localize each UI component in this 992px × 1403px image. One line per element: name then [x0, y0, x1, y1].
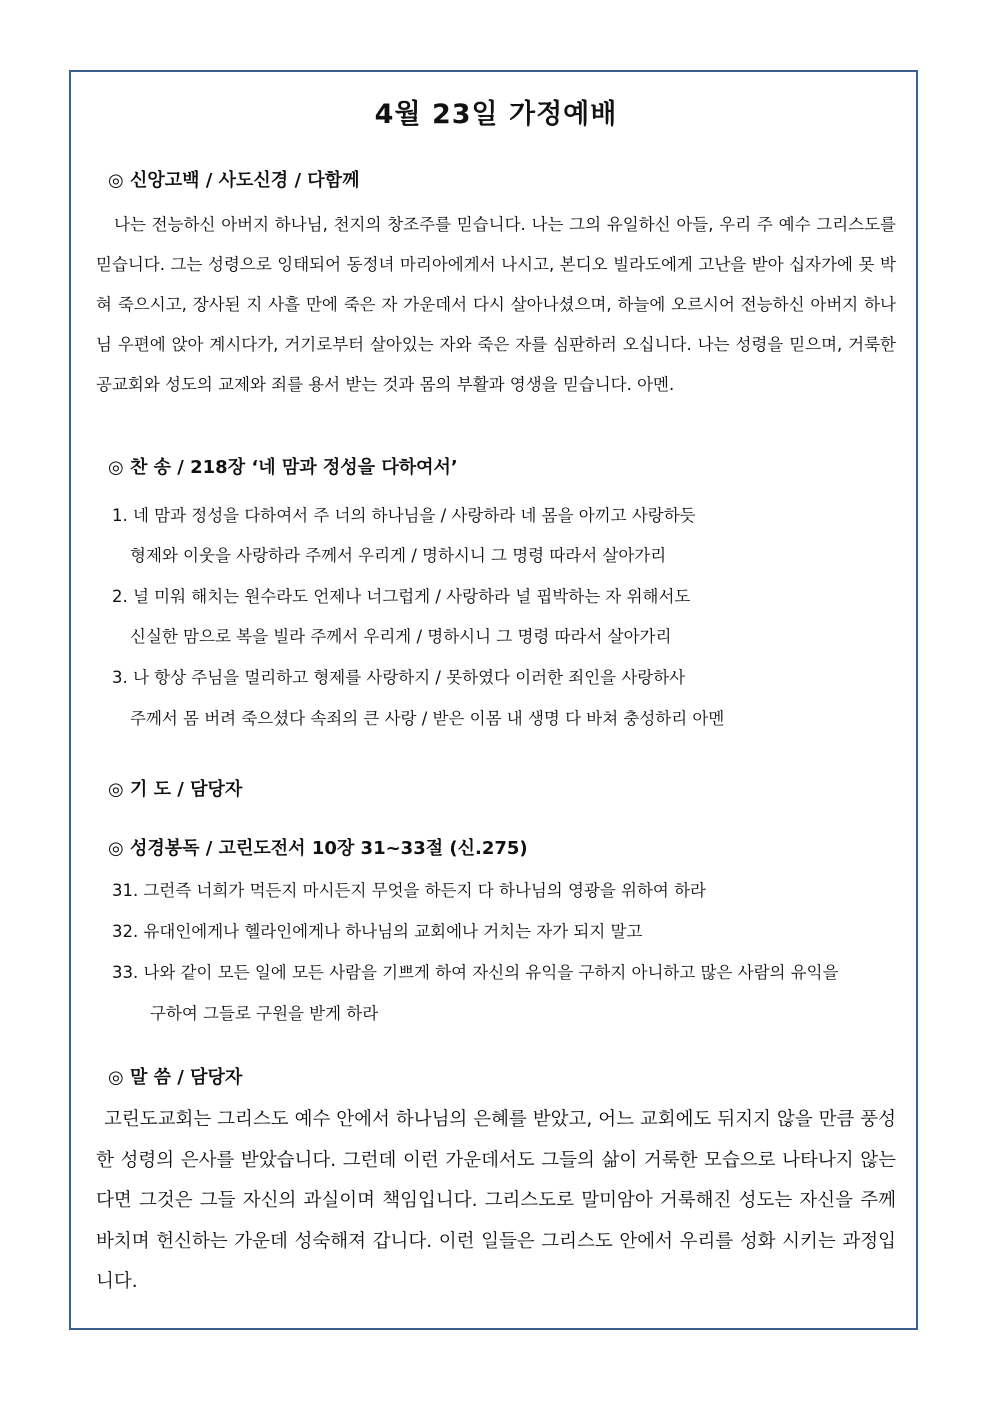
prayer-heading: ◎ 기 도 / 담당자 [108, 779, 243, 800]
hymn-line: 주께서 몸 버려 죽으셨다 속죄의 큰 사랑 / 받은 이몸 내 생명 다 바쳐 충성하리 아멘 [130, 709, 725, 728]
sermon-text: 고린도교회는 그리스도 예수 안에서 하나님의 은혜를 받았고, 어느 교회에도 뒤지지 않을 만큼 풍성한 성령의 은사를 받았습니다. 그런데 이런 가운데서도 그들의 삶이 거룩한 모습으로 나타나지 않는다면 그것은 그들 자신의 과실이며 책임입니다. 그리스도로 말미암아 거룩해진 성도는 자신을 주께 바치며 헌신하는 가운데 성숙해져 갑니다. 이런 일들은 그리스도 안에서 우리를 성화 시키는 과정입니다. [96, 1109, 896, 1292]
hymn-line: 2. 널 미워 해치는 원수라도 언제나 너그럽게 / 사랑하라 널 핍박하는 자 위해서도 [112, 587, 691, 606]
hymn-heading: ◎ 찬 송 / 218장 ‘네 맘과 정성을 다하여서’ [108, 457, 458, 478]
creed-text: 나는 전능하신 아버지 하나님, 천지의 창조주를 믿습니다. 나는 그의 유일하신 아들, 우리 주 예수 그리스도를 믿습니다. 그는 성령으로 잉태되어 동정녀 마리아에게서 나시고, 본디오 빌라도에게 고난을 받아 십자가에 못 박혀 죽으시고, 장사된 지 사흘 만에 죽은 자 가운데서 다시 살아나셨으며, 하늘에 오르시어 전능하신 아버지 하나님 우편에 앉아 계시다가, 거기로부터 살아있는 자와 죽은 자를 심판하러 오십니다. 나는 성령을 믿으며, 거룩한 공교회와 성도의 교제와 죄를 용서 받는 것과 몸의 부활과 영생을 믿습니다. 아멘. [96, 215, 896, 394]
verse-line: 31. 그런즉 너희가 먹든지 마시든지 무엇을 하든지 다 하나님의 영광을 위하여 하라 [112, 881, 706, 900]
creed-heading: ◎ 신앙고백 / 사도신경 / 다함께 [108, 170, 360, 191]
hymn-line: 1. 네 맘과 정성을 다하여서 주 너의 하나님을 / 사랑하라 네 몸을 아끼고 사랑하듯 [112, 506, 696, 525]
hymn-line: 신실한 맘으로 복을 빌라 주께서 우리게 / 명하시니 그 명령 따라서 살아가리 [130, 627, 672, 646]
reading-heading: ◎ 성경봉독 / 고린도전서 10장 31~33절 (신.275) [108, 838, 528, 859]
verse-line: 구하여 그들로 구원을 받게 하라 [150, 1004, 379, 1023]
page-title: 4월 23일 가정예배 [374, 99, 618, 130]
verse-line: 33. 나와 같이 모든 일에 모든 사람을 기쁘게 하여 자신의 유익을 구하지 아니하고 많은 사람의 유익을 [112, 963, 839, 982]
hymn-line: 3. 나 항상 주님을 멀리하고 형제를 사랑하지 / 못하였다 이러한 죄인을 사랑하사 [112, 668, 686, 687]
sermon-heading: ◎ 말 씀 / 담당자 [108, 1067, 243, 1088]
hymn-line: 형제와 이웃을 사랑하라 주께서 우리게 / 명하시니 그 명령 따라서 살아가리 [130, 546, 667, 565]
verse-line: 32. 유대인에게나 헬라인에게나 하나님의 교회에나 거치는 자가 되지 말고 [112, 922, 643, 941]
